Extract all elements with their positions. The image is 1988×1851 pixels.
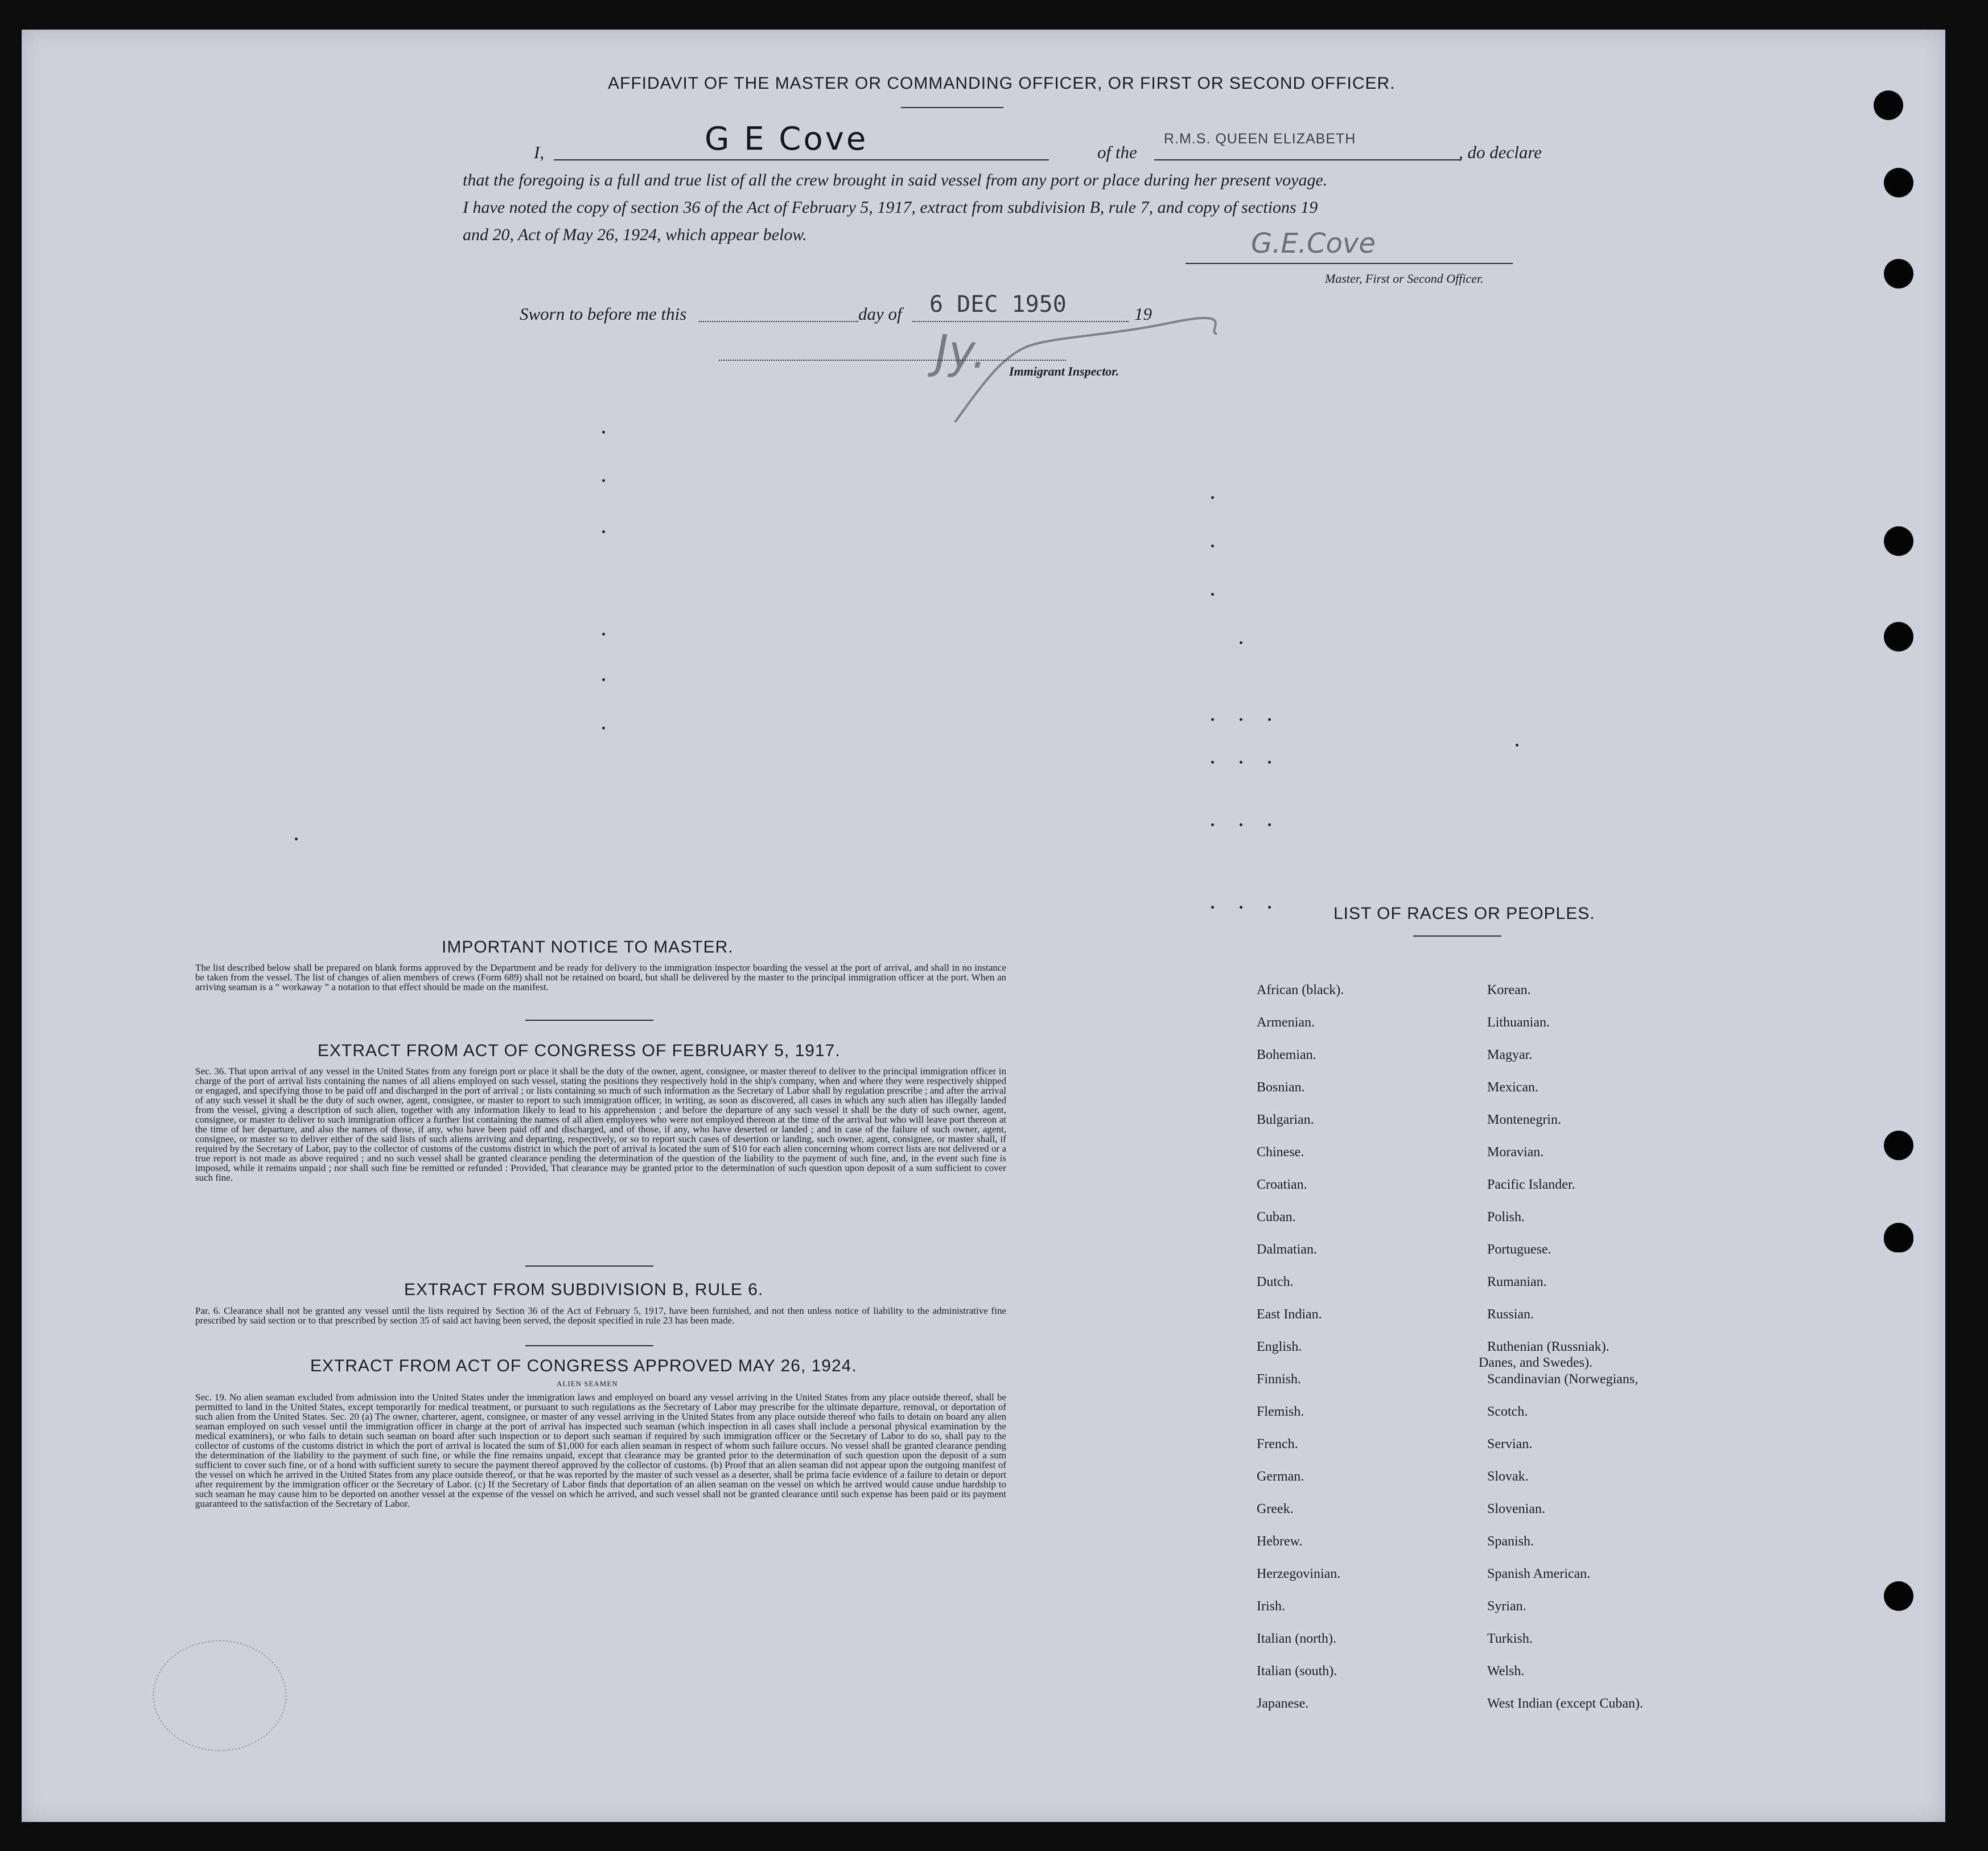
bleed-dot — [602, 479, 605, 482]
race-right-item: Russian. — [1487, 1307, 1534, 1322]
race-right-item: Ruthenian (Russniak). — [1487, 1339, 1610, 1354]
race-left-item: Irish. — [1257, 1599, 1285, 1614]
race-right-item: Slovak. — [1487, 1469, 1529, 1484]
race-left-item: Bulgarian. — [1257, 1112, 1314, 1127]
race-left-item: Japanese. — [1257, 1696, 1309, 1711]
bleed-dot — [1516, 744, 1518, 747]
race-right-item: Spanish American. — [1487, 1566, 1591, 1581]
binder-hole — [1884, 1131, 1913, 1160]
race-left-item: Finnish. — [1257, 1372, 1302, 1387]
race-right-item: Polish. — [1487, 1210, 1525, 1225]
bleed-dot — [1211, 823, 1214, 826]
races-title-rule — [1413, 935, 1501, 937]
race-left-item: East Indian. — [1257, 1307, 1322, 1322]
affidavit-line-4: and 20, Act of May 26, 1924, which appear below. — [463, 225, 807, 244]
race-right-item: Rumanian. — [1487, 1275, 1547, 1289]
bleed-dot — [1211, 593, 1214, 596]
binder-hole — [1874, 90, 1903, 120]
vessel-name-stamp: R.M.S. QUEEN ELIZABETH — [1164, 131, 1356, 147]
extract-1924-subtitle: ALIEN SEAMEN — [557, 1379, 618, 1388]
bleed-dot — [602, 431, 605, 434]
race-right-item: Magyar. — [1487, 1048, 1533, 1062]
bleed-dot — [1211, 906, 1214, 909]
bleed-dot — [1268, 906, 1271, 909]
bleed-dot — [1240, 906, 1242, 909]
inspector-caption: Immigrant Inspector. — [1009, 364, 1119, 378]
binder-hole — [1884, 168, 1913, 197]
race-right-item: Lithuanian. — [1487, 1015, 1550, 1030]
signature-line — [1186, 263, 1513, 264]
bleed-dot — [602, 727, 605, 729]
bleed-dot — [1240, 823, 1242, 826]
race-right-item: Turkish. — [1487, 1631, 1533, 1646]
extract-1917-rule — [525, 1265, 653, 1267]
affidavit-line-2: that the foregoing is a full and true list of all the crew brought in said vessel from any port or place during her present voyage. — [463, 171, 1328, 189]
affidavit-prefix-i: I, — [534, 142, 545, 162]
race-left-item: Hebrew. — [1257, 1534, 1303, 1549]
bleed-dot — [602, 530, 605, 533]
extract-1924-title: EXTRACT FROM ACT OF CONGRESS APPROVED MAY 26, 1924. — [310, 1357, 857, 1375]
bleed-dot — [1211, 496, 1214, 499]
inspector-signature: Jy. — [935, 325, 987, 378]
affidavit-of-the: of the — [1097, 142, 1137, 162]
race-right-continuation: Danes, and Swedes). — [1479, 1355, 1592, 1370]
subdivision-rule — [525, 1345, 653, 1346]
race-left-item: Chinese. — [1257, 1145, 1304, 1160]
extract-1917-body: Sec. 36. That upon arrival of any vessel in the United States from any foreign port or place it shall be the duty of the owner, agent, consignee, or master thereof to deliver to the principal immigration officer in charge of the port of arrival lists containing the names of all aliens employed on such vessel, stating the positions they respectively hold in the ship's company, when and where they were respectively shipped or engaged, and specifying those to be paid off and discharged in the port of arrival ; or lists containing so much of such information as the Secretary of Labor shall by regulation prescribe ; and after the arrival of any such vessel it shall be the duty of such owner, agent, consignee, or master to report to such immigration officer, in writing, as soon as discovered, all cases in which any such alien has illegally landed from the vessel, giving a description of such alien, together with any information likely to lead to his apprehension ; and before the departure of any such vessel it shall be the duty of such owner, agent, consignee, or master to deliver to such immigration officer a further list containing the names of all alien employees who were not employed thereon at the time of the arrival but who will leave port thereon at the time of her departure, and also the names of those, if any, who have been paid off and discharged, and of those, if any, who have deserted or landed ; and in case of the failure of such owner, agent, consignee, or master so to deliver either of the said lists of such aliens arriving and departing, respectively, or so to report such cases of desertion or landing, such owner, agent, consignee, or master shall, if required by the Secretary of Labor, pay to the collector of customs of the customs district in which the port of arrival is located the sum of $10 for each alien concerning whom correct lists are not delivered or a true report is not made as above required ; and no such vessel shall be granted clearance pending the determination of the question of the liability to the payment of such fine, and, in the event such fine is imposed, while it remains unpaid ; nor shall such fine be remitted or refunded : Provided, That clearance may be granted prior to the determination of such question upon deposit of a sum sufficient to cover such fine. — [195, 1066, 1006, 1183]
bleed-dot — [1268, 823, 1271, 826]
extract-1917-title: EXTRACT FROM ACT OF CONGRESS OF FEBRUARY 5, 1917. — [318, 1041, 841, 1060]
signature-caption: Master, First or Second Officer. — [1325, 271, 1484, 286]
race-left-item: Dalmatian. — [1257, 1242, 1317, 1257]
master-name-handwritten: G E Cove — [705, 121, 869, 158]
vessel-line — [1154, 159, 1462, 160]
bleed-dot — [1211, 718, 1214, 721]
race-left-item: English. — [1257, 1339, 1302, 1354]
affidavit-title-rule — [901, 107, 1003, 108]
bleed-dot — [1211, 545, 1214, 547]
date-stamp: 6 DEC 1950 — [929, 291, 1067, 318]
bleed-dot — [602, 678, 605, 681]
name-line — [554, 159, 1049, 160]
year-prefix: 19 — [1134, 304, 1152, 324]
race-right-item: Servian. — [1487, 1437, 1533, 1452]
bleed-dot — [602, 633, 605, 636]
race-right-item: Mexican. — [1487, 1080, 1538, 1095]
bleed-dot — [1268, 761, 1271, 764]
bleed-dot — [1240, 641, 1242, 644]
bleed-dot — [1268, 718, 1271, 721]
race-left-item: Armenian. — [1257, 1015, 1315, 1030]
binder-hole — [1884, 622, 1913, 652]
race-right-item: Moravian. — [1487, 1145, 1544, 1160]
notice-body: The list described below shall be prepared on blank forms approved by the Department and be ready for delivery to the immigration inspector boarding the vessel at the port of arrival, and shall in no instance be taken from the vessel. The list of changes of alien members of crews (Form 689) shall not be retained on board, but shall be delivered by the master to the principal immigration officer at the port. When an arriving seaman is a “ workaway ” a notation to that effect should be made on the manifest. — [195, 962, 1006, 992]
bleed-dot — [1211, 761, 1214, 764]
race-left-item: African (black). — [1257, 983, 1344, 997]
race-left-item: Bosnian. — [1257, 1080, 1305, 1095]
race-right-item: Scotch. — [1487, 1404, 1528, 1419]
race-right-item: Syrian. — [1487, 1599, 1526, 1614]
affidavit-do-declare: , do declare — [1459, 142, 1542, 162]
race-right-item: Pacific Islander. — [1487, 1177, 1575, 1192]
race-left-item: Flemish. — [1257, 1404, 1304, 1419]
race-right-item: Slovenian. — [1487, 1502, 1545, 1516]
race-left-item: German. — [1257, 1469, 1304, 1484]
sworn-day-of: day of — [858, 304, 902, 324]
binder-hole — [1884, 1223, 1913, 1252]
race-left-item: Italian (south). — [1257, 1664, 1337, 1679]
sworn-day-line — [699, 321, 858, 322]
affidavit-line-3: I have noted the copy of section 36 of the Act of February 5, 1917, extract from subdivision B, rule 7, and copy of sections 19 — [463, 198, 1318, 217]
binder-hole — [1884, 526, 1913, 556]
sworn-prefix: Sworn to before me this — [520, 304, 687, 324]
race-left-item: Herzegovinian. — [1257, 1566, 1341, 1581]
bleed-dot — [1240, 761, 1242, 764]
faint-stamp-mark — [153, 1640, 287, 1751]
race-left-item: Bohemian. — [1257, 1048, 1316, 1062]
race-right-item: Spanish. — [1487, 1534, 1534, 1549]
races-title: LIST OF RACES OR PEOPLES. — [1333, 904, 1595, 923]
race-left-item: Italian (north). — [1257, 1631, 1336, 1646]
race-left-item: French. — [1257, 1437, 1298, 1452]
race-right-item: Scandinavian (Norwegians, — [1487, 1372, 1639, 1387]
subdivision-body: Par. 6. Clearance shall not be granted any vessel until the lists required by Section 36 of the Act of February 5, 1917, have been furnished, and not then unless notice of liability to the administrative fine prescribed by said section or to that prescribed by section 35 of said act having been served, the deposit specified in rule 23 has been made. — [195, 1305, 1006, 1326]
notice-rule — [525, 1020, 653, 1021]
race-left-item: Greek. — [1257, 1502, 1294, 1516]
subdivision-title: EXTRACT FROM SUBDIVISION B, RULE 6. — [404, 1280, 764, 1299]
master-signature: G.E.Cove — [1251, 228, 1376, 259]
race-right-item: West Indian (except Cuban). — [1487, 1696, 1643, 1711]
notice-title: IMPORTANT NOTICE TO MASTER. — [442, 938, 734, 957]
extract-1924-body: Sec. 19. No alien seaman excluded from admission into the United States under the immigration laws and employed on board any vessel arriving in the United States from any place outside thereof, shall be permitted to land in the United States, except temporarily for medical treatment, or pursuant to such regulations as the Secretary of Labor may prescribe for the ultimate departure, removal, or deportation of such alien from the United States. Sec. 20 (a) The owner, charterer, agent, consignee, or master of any vessel arriving in the United States from any place outside thereof who fails to detain on board any alien seaman employed on such vessel until the immigration officer in charge at the port of arrival has inspected such seaman (which inspection in all cases shall include a personal physical examination by the medical examiners), or who fails to detain such seaman on board after such inspection or to deport such seaman if required by such immigration officer or the Secretary of Labor to do so, shall pay to the collector of customs of the customs district in which the port of arrival is located the sum of $1,000 for each alien seaman in respect of whom such failure occurs. No vessel shall be granted clearance pending the determination of the liability to the payment of such fine, or while the fine remains unpaid, except that clearance may be granted prior to the determination of such question upon the deposit of a sum sufficient to cover such fine, or of a bond with sufficient surety to secure the payment thereof approved by the collector of customs. (b) Proof that an alien seaman did not appear upon the outgoing manifest of the vessel on which he arrived in the United States from any place outside thereof, or that he was reported by the master of such vessel as a deserter, shall be prima facie evidence of a failure to detain or deport after requirement by the immigration officer or the Secretary of Labor. (c) If the Secretary of Labor finds that deportation of an alien seaman on the vessel on which he arrived would cause undue hardship to such seaman he may cause him to be deported on another vessel at the expense of the vessel on which he arrived, and such vessel shall not be granted clearance until such expense has been paid or its payment guaranteed to the satisfaction of the Secretary of Labor. — [195, 1392, 1006, 1509]
race-right-item: Korean. — [1487, 983, 1531, 997]
race-left-item: Dutch. — [1257, 1275, 1294, 1289]
race-right-item: Montenegrin. — [1487, 1112, 1561, 1127]
race-left-item: Cuban. — [1257, 1210, 1296, 1225]
race-right-item: Portuguese. — [1487, 1242, 1551, 1257]
race-left-item: Croatian. — [1257, 1177, 1307, 1192]
bleed-dot — [1240, 718, 1242, 721]
document-page — [22, 30, 1945, 1822]
inspector-line — [719, 360, 1066, 361]
race-right-item: Welsh. — [1487, 1664, 1525, 1679]
bleed-dot — [295, 838, 298, 840]
binder-hole — [1884, 1581, 1913, 1611]
binder-hole — [1884, 259, 1913, 288]
affidavit-title: AFFIDAVIT OF THE MASTER OR COMMANDING OFFICER, OR FIRST OR SECOND OFFICER. — [608, 74, 1396, 93]
